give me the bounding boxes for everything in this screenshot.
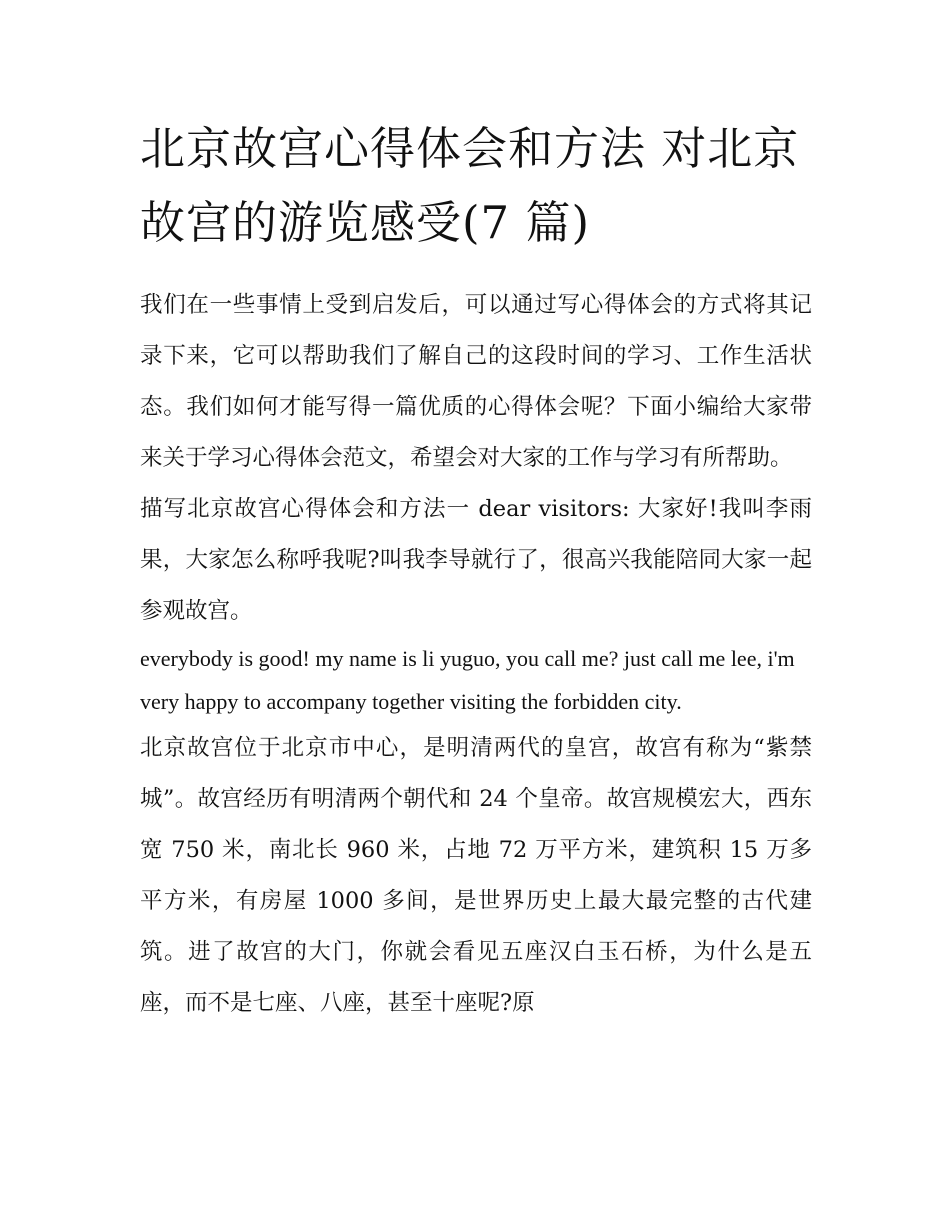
english-line-2: very happy to accompany together visiting the forbidden city. [140,689,682,714]
intro-paragraph: 我们在一些事情上受到启发后，可以通过写心得体会的方式将其记录下来，它可以帮助我们了解自己的这段时间的学习、工作生活状态。我们如何才能写得一篇优质的心得体会呢？下面小编给大家带来关于学习心得体会范文，希望会对大家的工作与学习有所帮助。 [140,292,812,471]
document-title: 北京故宫心得体会和方法 对北京故宫的游览感受(7 篇) [140,122,800,249]
forbidden-city-paragraph: 北京故宫位于北京市中心，是明清两代的皇宫，故宫有称为“紫禁城”。故宫经历有明清两个朝代和 24 个皇帝。故宫规模宏大，西东宽 750 米，南北长 960 米，占地 72 万平方米，建筑积 15 万多平方米，有房屋 1000 多间，是世界历史上最大最完整的古代建筑。进了故宫的大门，你就会看见五座汉白玉石桥，为什么是五座，而不是七座、八座，甚至十座呢?原 [140,735,812,1016]
document-page [140,112,812,1029]
section-one-paragraph: 描写北京故宫心得体会和方法一 dear visitors: 大家好!我叫李雨果，大家怎么称呼我呢?叫我李导就行了，很高兴我能陪同大家一起参观故宫。 [140,496,812,624]
english-line-1: everybody is good! my name is li yuguo, you call me? just call me lee, i'm [140,646,795,671]
